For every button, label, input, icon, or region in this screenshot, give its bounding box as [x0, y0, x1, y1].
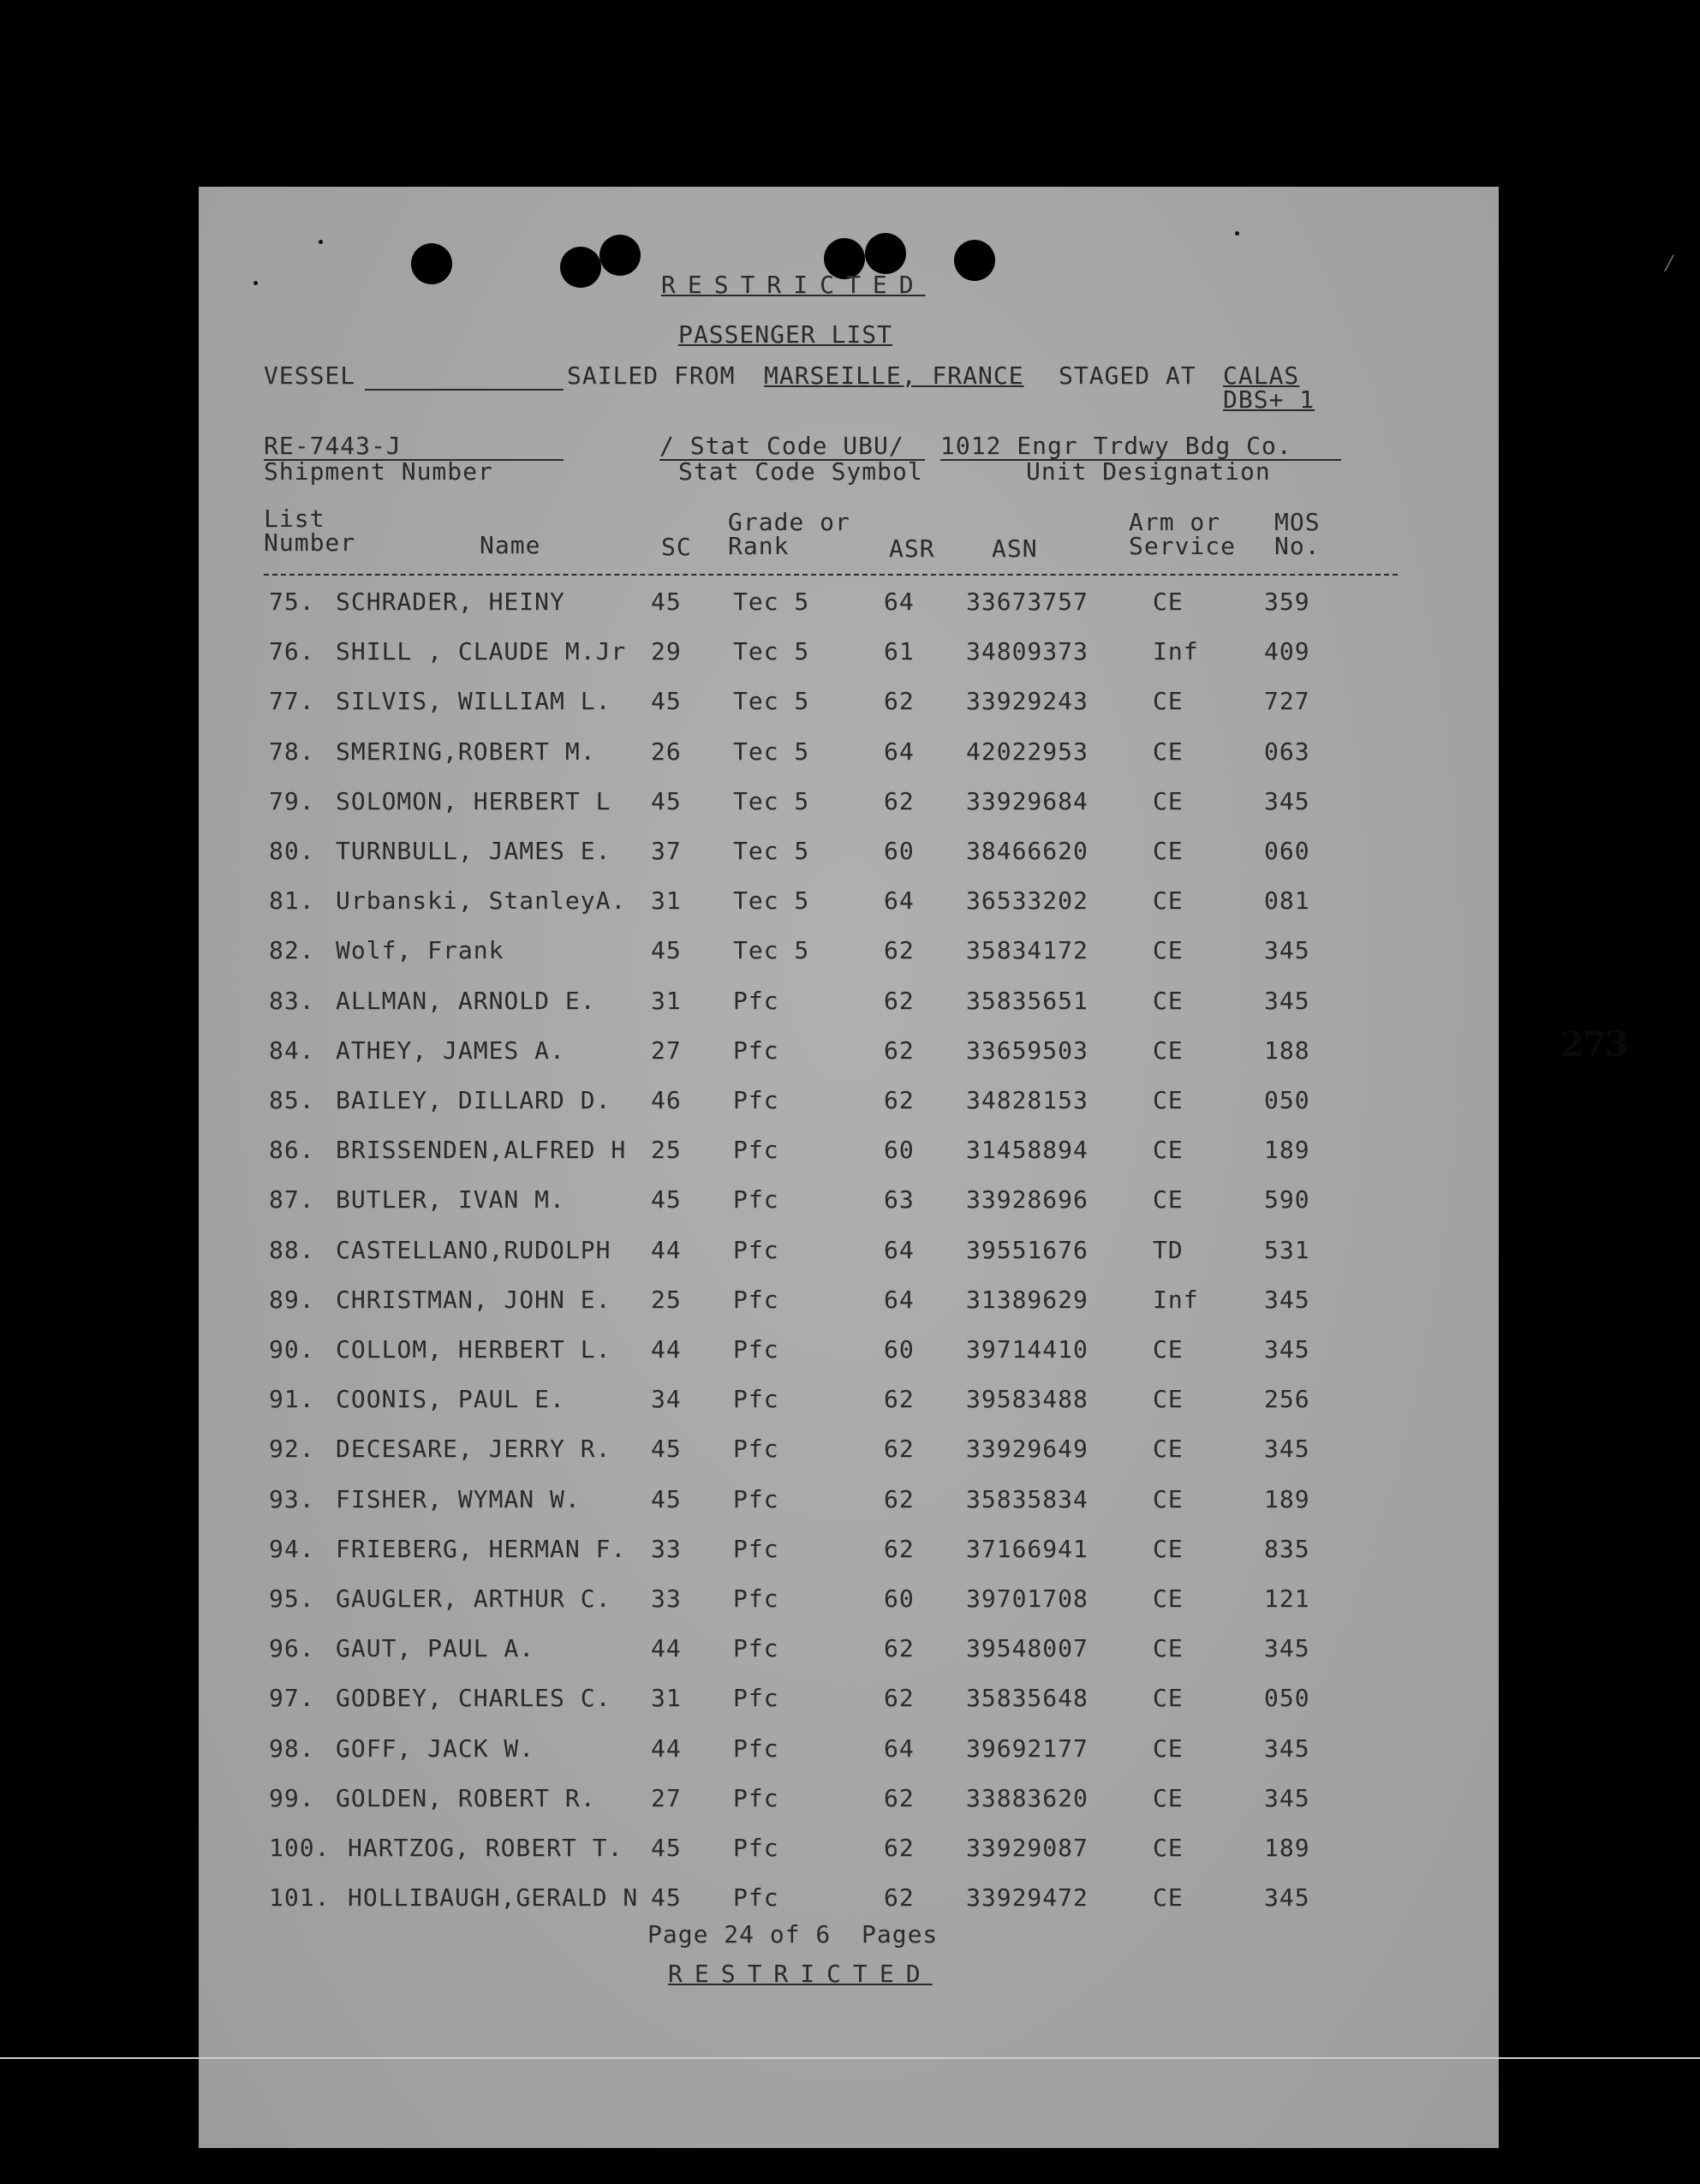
cell-grade: Tec 5 — [733, 786, 810, 815]
cell-asn: 35834172 — [966, 936, 1089, 965]
cell-asn: 33673757 — [966, 588, 1089, 616]
cell-asr: 62 — [884, 1385, 915, 1414]
cell-sc: 25 — [651, 1285, 682, 1314]
cell-grade: Pfc — [733, 1484, 779, 1513]
cell-arm: CE — [1153, 936, 1184, 965]
col-list-number: List Number — [264, 504, 356, 557]
col-mos: MOS No. — [1274, 508, 1321, 560]
cell-mos: 727 — [1264, 687, 1310, 716]
punch-hole — [411, 243, 452, 284]
table-row — [199, 886, 1499, 921]
cell-asr: 63 — [884, 1185, 915, 1214]
cell-name: FISHER, WYMAN W. — [336, 1484, 581, 1513]
cell-asr: 64 — [884, 1235, 915, 1264]
cell-asr: 62 — [884, 786, 915, 815]
cell-asn: 39701708 — [966, 1584, 1089, 1613]
cell-asr: 62 — [884, 1435, 915, 1464]
cell-grade: Pfc — [733, 1435, 779, 1464]
cell-grade: Pfc — [733, 1136, 779, 1165]
cell-asr: 64 — [884, 588, 915, 616]
table-row — [199, 687, 1499, 721]
table-row — [199, 1584, 1499, 1619]
cell-mos: 345 — [1264, 936, 1310, 965]
cell-arm: CE — [1153, 1086, 1184, 1114]
cell-arm: CE — [1153, 1883, 1184, 1912]
cell-asr: 60 — [884, 1136, 915, 1165]
cell-mos: 835 — [1264, 1534, 1310, 1563]
cell-asr: 60 — [884, 837, 915, 865]
cell-mos: 345 — [1264, 786, 1310, 815]
cell-grade: Pfc — [733, 1534, 779, 1563]
cell-arm: CE — [1153, 1335, 1184, 1364]
cell-sc: 26 — [651, 737, 682, 766]
cell-asr: 62 — [884, 1883, 915, 1912]
cell-arm: CE — [1153, 837, 1184, 865]
punch-hole — [865, 233, 906, 274]
cell-asn: 39548007 — [966, 1634, 1089, 1663]
cell-num: 75. — [269, 588, 315, 616]
cell-name: Urbanski, StanleyA. — [336, 886, 627, 916]
cell-name: CASTELLANO,RUDOLPH — [336, 1235, 611, 1264]
punch-hole — [954, 240, 995, 281]
cell-grade: Tec 5 — [733, 837, 810, 865]
cell-mos: 531 — [1264, 1235, 1310, 1264]
cell-asn: 33929684 — [966, 786, 1089, 815]
cell-sc: 37 — [651, 837, 682, 865]
cell-asr: 62 — [884, 1783, 915, 1812]
vessel-label: VESSEL — [264, 361, 356, 390]
table-row — [199, 837, 1499, 871]
cell-arm: Inf — [1153, 637, 1199, 666]
page-stamp: 273 — [1560, 1024, 1627, 1065]
table-row — [199, 1485, 1499, 1519]
cell-arm: CE — [1153, 1035, 1184, 1065]
cell-grade: Pfc — [733, 1584, 779, 1613]
cell-sc: 44 — [651, 1634, 682, 1663]
cell-num: 82. — [269, 936, 315, 965]
cell-name: SILVIS, WILLIAM L. — [336, 687, 611, 716]
cell-arm: CE — [1153, 1185, 1184, 1214]
cell-num: 83. — [269, 986, 315, 1015]
table-row — [199, 1335, 1499, 1369]
cell-asr: 64 — [884, 1733, 915, 1763]
cell-name: FRIEBERG, HERMAN F. — [336, 1534, 627, 1563]
cell-arm: CE — [1153, 1834, 1184, 1862]
cell-asn: 31389629 — [966, 1285, 1089, 1314]
table-row — [199, 1185, 1499, 1220]
cell-asr: 62 — [884, 1834, 915, 1862]
cell-sc: 45 — [651, 1883, 682, 1912]
cell-asr: 62 — [884, 1035, 915, 1065]
table-row — [199, 1883, 1499, 1918]
cell-num: 87. — [269, 1185, 315, 1214]
cell-name: BRISSENDEN,ALFRED H — [336, 1136, 627, 1165]
speck — [319, 240, 323, 244]
cell-sc: 45 — [651, 1834, 682, 1862]
cell-sc: 45 — [651, 786, 682, 815]
cell-mos: 345 — [1264, 1883, 1310, 1912]
cell-sc: 34 — [651, 1385, 682, 1414]
cell-mos: 121 — [1264, 1584, 1310, 1613]
cell-mos: 256 — [1264, 1385, 1310, 1414]
cell-arm: CE — [1153, 1484, 1184, 1513]
cell-name: GOLDEN, ROBERT R. — [336, 1783, 596, 1812]
cell-asn: 36533202 — [966, 886, 1089, 916]
vessel-field-line — [365, 389, 564, 391]
cell-arm: CE — [1153, 1435, 1184, 1464]
cell-sc: 44 — [651, 1335, 682, 1364]
cell-asn: 34809373 — [966, 637, 1089, 666]
cell-arm: Inf — [1153, 1285, 1199, 1314]
table-row — [199, 1286, 1499, 1320]
cell-grade: Pfc — [733, 1235, 779, 1264]
cell-asr: 64 — [884, 886, 915, 916]
cell-name: ALLMAN, ARNOLD E. — [336, 986, 596, 1015]
col-grade: Grade or Rank — [728, 508, 850, 560]
cell-asr: 62 — [884, 1634, 915, 1663]
cell-grade: Tec 5 — [733, 588, 810, 616]
cell-name: COLLOM, HERBERT L. — [336, 1335, 611, 1364]
cell-asn: 31458894 — [966, 1136, 1089, 1165]
cell-sc: 33 — [651, 1584, 682, 1613]
header-divider — [264, 574, 1398, 576]
cell-mos: 345 — [1264, 986, 1310, 1015]
page-line: Page 24 of 6 Pages — [647, 1920, 939, 1948]
table-row — [199, 987, 1499, 1021]
cell-num: 78. — [269, 737, 315, 766]
cell-asn: 33929649 — [966, 1435, 1089, 1464]
cell-asn: 33928696 — [966, 1185, 1089, 1214]
cell-asn: 39714410 — [966, 1335, 1089, 1364]
cell-asr: 60 — [884, 1335, 915, 1364]
cell-asn: 39692177 — [966, 1733, 1089, 1763]
cell-num: 77. — [269, 687, 315, 716]
cell-sc: 44 — [651, 1733, 682, 1763]
cell-grade: Pfc — [733, 1883, 779, 1912]
cell-arm: TD — [1153, 1235, 1184, 1264]
cell-num: 92. — [269, 1435, 315, 1464]
cell-grade: Tec 5 — [733, 886, 810, 916]
cell-name: SHILL , CLAUDE M.Jr — [336, 637, 627, 666]
table-row — [199, 1784, 1499, 1818]
cell-asr: 62 — [884, 1534, 915, 1563]
table-row — [199, 1834, 1499, 1868]
cell-asn: 35835834 — [966, 1484, 1089, 1513]
cell-sc: 29 — [651, 637, 682, 666]
cell-asr: 62 — [884, 986, 915, 1015]
cell-name: BAILEY, DILLARD D. — [336, 1086, 611, 1114]
speck — [254, 281, 258, 285]
cell-asr: 60 — [884, 1584, 915, 1613]
cell-asr: 62 — [884, 936, 915, 965]
table-row — [199, 936, 1499, 970]
cell-num: 85. — [269, 1086, 315, 1114]
cell-name: GAUGLER, ARTHUR C. — [336, 1584, 611, 1613]
cell-grade: Pfc — [733, 1335, 779, 1364]
cell-mos: 345 — [1264, 1634, 1310, 1663]
cell-name: GODBEY, CHARLES C. — [336, 1684, 611, 1713]
staged-at-label: STAGED AT — [1059, 361, 1196, 390]
cell-asn: 39551676 — [966, 1235, 1089, 1264]
cell-asn: 35835648 — [966, 1684, 1089, 1713]
restricted-footer: RESTRICTED — [668, 1960, 933, 1988]
cell-num: 98. — [269, 1733, 315, 1763]
cell-mos: 345 — [1264, 1733, 1310, 1763]
cell-num: 81. — [269, 886, 315, 916]
cell-asr: 62 — [884, 1484, 915, 1513]
cell-sc: 45 — [651, 1185, 682, 1214]
punch-hole — [560, 247, 601, 288]
cell-grade: Pfc — [733, 1733, 779, 1763]
cell-name: TURNBULL, JAMES E. — [336, 837, 611, 865]
cell-name: HARTZOG, ROBERT T. — [348, 1834, 623, 1862]
cell-sc: 45 — [651, 936, 682, 965]
cell-asn: 35835651 — [966, 986, 1089, 1015]
cell-sc: 25 — [651, 1136, 682, 1165]
cell-num: 96. — [269, 1634, 315, 1663]
cell-grade: Tec 5 — [733, 936, 810, 965]
shipment-number-value: RE-7443-J — [264, 432, 402, 460]
cell-grade: Pfc — [733, 1285, 779, 1314]
cell-asn: 39583488 — [966, 1385, 1089, 1414]
document-title: PASSENGER LIST — [678, 320, 893, 349]
cell-num: 99. — [269, 1783, 315, 1812]
col-asr: ASR — [889, 534, 935, 563]
cell-mos: 063 — [1264, 737, 1310, 766]
table-row — [199, 1136, 1499, 1170]
cell-sc: 27 — [651, 1783, 682, 1812]
cell-sc: 46 — [651, 1086, 682, 1114]
cell-grade: Pfc — [733, 1783, 779, 1812]
table-row — [199, 1535, 1499, 1569]
cell-grade: Pfc — [733, 1086, 779, 1114]
restricted-header: RESTRICTED — [661, 271, 926, 299]
cell-mos: 345 — [1264, 1335, 1310, 1364]
cell-num: 90. — [269, 1335, 315, 1364]
cell-mos: 189 — [1264, 1136, 1310, 1165]
cell-asn: 34828153 — [966, 1086, 1089, 1114]
cell-num: 76. — [269, 637, 315, 666]
cell-arm: CE — [1153, 786, 1184, 815]
cell-mos: 345 — [1264, 1783, 1310, 1812]
cell-asr: 64 — [884, 1285, 915, 1314]
table-row — [199, 1684, 1499, 1718]
unit-designation-value: 1012 Engr Trdwy Bdg Co. — [940, 432, 1292, 460]
staged-at-value: CALAS — [1223, 361, 1300, 390]
cell-arm: CE — [1153, 1783, 1184, 1812]
sailed-from-label: SAILED FROM — [567, 361, 736, 390]
cell-arm: CE — [1153, 737, 1184, 766]
cell-num: 89. — [269, 1285, 315, 1314]
cell-num: 100. — [269, 1834, 331, 1862]
cell-name: CHRISTMAN, JOHN E. — [336, 1285, 611, 1314]
cell-name: ATHEY, JAMES A. — [336, 1035, 565, 1065]
cell-sc: 27 — [651, 1035, 682, 1065]
cell-name: SOLOMON, HERBERT L — [336, 786, 611, 815]
cell-grade: Pfc — [733, 1634, 779, 1663]
col-sc: SC — [661, 533, 692, 561]
cell-mos: 345 — [1264, 1285, 1310, 1314]
stat-code-label: Stat Code Symbol — [678, 457, 923, 486]
cell-asr: 62 — [884, 1684, 915, 1713]
shipment-number-label: Shipment Number — [264, 457, 493, 486]
col-arm: Arm or Service — [1129, 508, 1237, 560]
table-row — [199, 1435, 1499, 1469]
cell-arm: CE — [1153, 886, 1184, 916]
table-row — [199, 1236, 1499, 1270]
cell-grade: Pfc — [733, 1035, 779, 1065]
cell-num: 95. — [269, 1584, 315, 1613]
cell-arm: CE — [1153, 1385, 1184, 1414]
table-row — [199, 1385, 1499, 1419]
cell-grade: Tec 5 — [733, 637, 810, 666]
stat-code-value: / Stat Code UBU/ — [659, 432, 904, 460]
table-row — [199, 1036, 1499, 1071]
table-row — [199, 637, 1499, 671]
cell-num: 94. — [269, 1534, 315, 1563]
cell-sc: 44 — [651, 1235, 682, 1264]
cell-num: 91. — [269, 1385, 315, 1414]
cell-grade: Tec 5 — [733, 687, 810, 716]
cell-name: Wolf, Frank — [336, 936, 504, 965]
cell-sc: 31 — [651, 1684, 682, 1713]
cell-arm: CE — [1153, 1584, 1184, 1613]
cell-grade: Tec 5 — [733, 737, 810, 766]
cell-name: HOLLIBAUGH,GERALD N — [348, 1883, 639, 1912]
cell-sc: 31 — [651, 986, 682, 1015]
cell-num: 93. — [269, 1484, 315, 1513]
cell-asn: 33929087 — [966, 1834, 1089, 1862]
sailed-from-value: MARSEILLE, FRANCE — [764, 361, 1024, 390]
cell-mos: 409 — [1264, 637, 1310, 666]
cell-num: 97. — [269, 1684, 315, 1713]
cell-asn: 42022953 — [966, 737, 1089, 766]
unit-designation-label: Unit Designation — [1026, 457, 1271, 486]
cell-name: COONIS, PAUL E. — [336, 1385, 565, 1414]
cell-mos: 050 — [1264, 1086, 1310, 1114]
cell-mos: 188 — [1264, 1035, 1310, 1065]
cell-asr: 64 — [884, 737, 915, 766]
cell-arm: CE — [1153, 687, 1184, 716]
cell-arm: CE — [1153, 1684, 1184, 1713]
cell-grade: Pfc — [733, 1834, 779, 1862]
scan-edge-line — [0, 2057, 1700, 2059]
cell-arm: CE — [1153, 1136, 1184, 1165]
cell-sc: 45 — [651, 687, 682, 716]
cell-mos: 189 — [1264, 1834, 1310, 1862]
cell-grade: Pfc — [733, 1185, 779, 1214]
speck — [1235, 231, 1239, 236]
cell-sc: 45 — [651, 1435, 682, 1464]
col-name: Name — [480, 531, 541, 559]
cell-num: 86. — [269, 1136, 315, 1165]
table-row — [199, 1634, 1499, 1668]
cell-sc: 33 — [651, 1534, 682, 1563]
cell-sc: 45 — [651, 588, 682, 616]
cell-asn: 33929472 — [966, 1883, 1089, 1912]
cell-arm: CE — [1153, 1534, 1184, 1563]
cell-name: SMERING,ROBERT M. — [336, 737, 596, 766]
cell-mos: 050 — [1264, 1684, 1310, 1713]
cell-mos: 081 — [1264, 886, 1310, 916]
cell-num: 84. — [269, 1035, 315, 1065]
cell-name: SCHRADER, HEINY — [336, 588, 565, 616]
table-row — [199, 1086, 1499, 1120]
table-row — [199, 588, 1499, 622]
cell-num: 79. — [269, 786, 315, 815]
punch-hole — [599, 235, 641, 276]
cell-mos: 359 — [1264, 588, 1310, 616]
cell-sc: 45 — [651, 1484, 682, 1513]
cell-arm: CE — [1153, 986, 1184, 1015]
cell-name: GOFF, JACK W. — [336, 1733, 535, 1763]
edge-scratch: ⁄ — [1661, 248, 1678, 278]
document-page — [199, 187, 1627, 2148]
cell-asn: 33659503 — [966, 1035, 1089, 1065]
cell-mos: 189 — [1264, 1484, 1310, 1513]
table-row — [199, 787, 1499, 821]
cell-grade: Pfc — [733, 1684, 779, 1713]
dbs-value: DBS+ 1 — [1223, 385, 1315, 414]
cell-name: GAUT, PAUL A. — [336, 1634, 535, 1663]
cell-mos: 060 — [1264, 837, 1310, 865]
cell-asn: 37166941 — [966, 1534, 1089, 1563]
cell-asn: 33929243 — [966, 687, 1089, 716]
cell-asr: 62 — [884, 1086, 915, 1114]
cell-name: BUTLER, IVAN M. — [336, 1185, 565, 1214]
cell-arm: CE — [1153, 588, 1184, 616]
cell-arm: CE — [1153, 1733, 1184, 1763]
cell-grade: Pfc — [733, 1385, 779, 1414]
cell-asr: 62 — [884, 687, 915, 716]
cell-mos: 345 — [1264, 1435, 1310, 1464]
cell-sc: 31 — [651, 886, 682, 916]
col-asn: ASN — [992, 534, 1038, 563]
cell-mos: 590 — [1264, 1185, 1310, 1214]
cell-asn: 38466620 — [966, 837, 1089, 865]
cell-num: 88. — [269, 1235, 315, 1264]
cell-num: 80. — [269, 837, 315, 865]
cell-grade: Pfc — [733, 986, 779, 1015]
cell-asn: 33883620 — [966, 1783, 1089, 1812]
cell-asr: 61 — [884, 637, 915, 666]
cell-arm: CE — [1153, 1634, 1184, 1663]
cell-num: 101. — [269, 1883, 331, 1912]
table-row — [199, 1734, 1499, 1769]
cell-name: DECESARE, JERRY R. — [336, 1435, 611, 1464]
table-row — [199, 737, 1499, 772]
